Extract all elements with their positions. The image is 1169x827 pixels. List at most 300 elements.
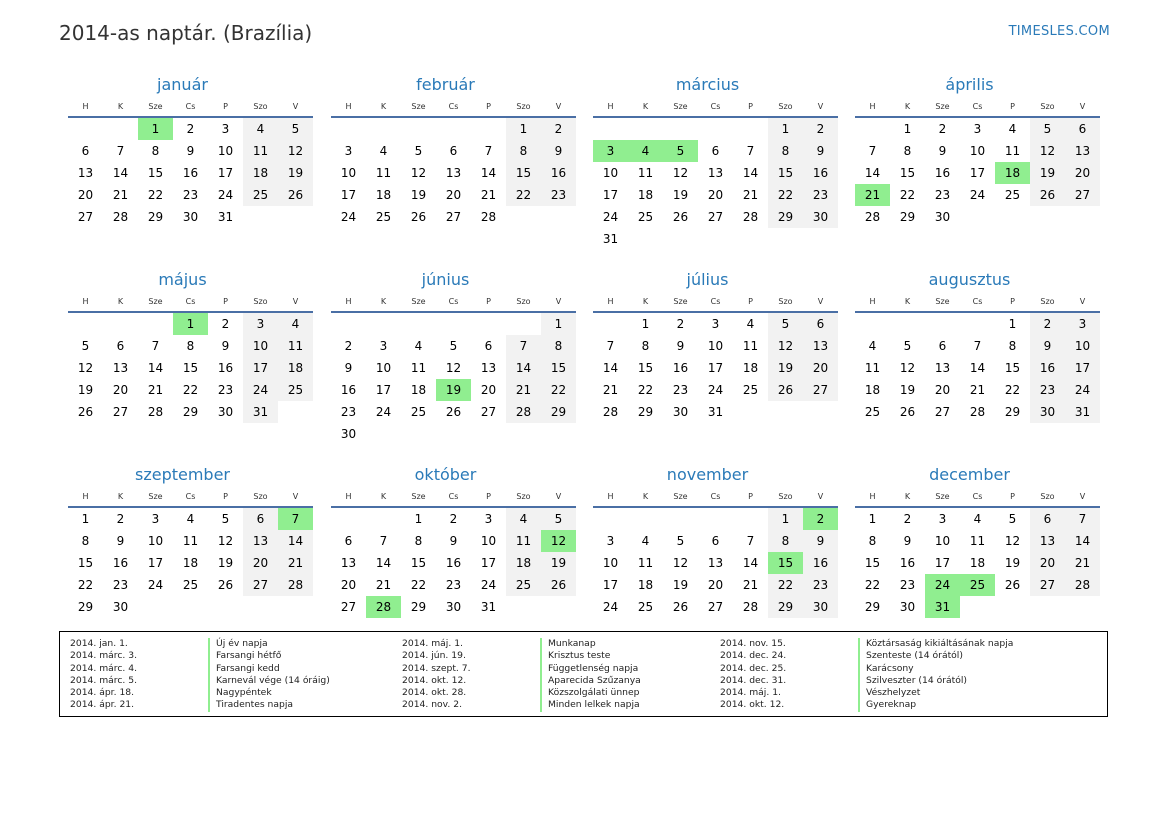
day-cell: 10 [707, 339, 724, 353]
legend-holiday-name: Szenteste (14 órától) [858, 650, 963, 662]
day-cell: 7 [973, 339, 982, 353]
day-cell: 25 [960, 574, 995, 596]
day-cell: 16 [445, 556, 462, 570]
day-cell: 18 [742, 361, 759, 375]
day-cell: 13 [112, 361, 129, 375]
weekday-label: P [748, 491, 753, 501]
day-cell: 20 [1065, 162, 1100, 184]
day-cell: 23 [934, 188, 951, 202]
empty-cell [855, 118, 890, 140]
legend-date: 2014. ápr. 18. [70, 687, 135, 699]
empty-cell [733, 508, 768, 530]
day-cell: 11 [969, 534, 986, 548]
weekday-label: Sze [411, 101, 426, 111]
legend-row [70, 687, 330, 699]
day-cell: 27 [243, 574, 278, 596]
day-cell: 5 [676, 534, 685, 548]
day-cell: 29 [899, 210, 916, 224]
legend-holiday-name: Függetlenség napja [540, 663, 638, 675]
day-cell: 1 [173, 313, 208, 335]
day-cell: 6 [803, 313, 838, 335]
day-cell: 1 [1008, 317, 1017, 331]
day-cell: 5 [221, 512, 230, 526]
day-cell: 1 [868, 512, 877, 526]
weekday-label: Szo [1040, 491, 1055, 501]
day-cell: 1 [641, 317, 650, 331]
empty-cell [436, 118, 471, 140]
day-cell: 9 [803, 140, 838, 162]
weekday-label: P [1010, 296, 1015, 306]
day-cell: 18 [995, 162, 1030, 184]
weekday-label: Sze [673, 491, 688, 501]
day-cell: 3 [1065, 313, 1100, 335]
weekday-label: Szo [253, 296, 268, 306]
legend-date: 2014. okt. 28. [402, 687, 467, 699]
day-cell: 13 [934, 361, 951, 375]
weekday-label: Szo [516, 296, 531, 306]
day-cell: 27 [1065, 184, 1100, 206]
legend-row [70, 699, 330, 711]
day-cell: 2 [938, 122, 947, 136]
weekday-label: K [117, 296, 124, 306]
empty-cell [890, 313, 925, 335]
weekday-header [855, 486, 1100, 508]
day-cell: 4 [973, 512, 982, 526]
weekday-label: Szo [1040, 296, 1055, 306]
month-name: október [414, 465, 477, 484]
day-grid [593, 508, 838, 618]
legend-holiday-name: Karnevál vége (14 óráig) [208, 675, 330, 687]
day-cell: 27 [707, 210, 724, 224]
day-cell: 20 [934, 383, 951, 397]
day-cell: 19 [217, 556, 234, 570]
weekday-label: V [292, 491, 299, 501]
weekday-label: H [345, 491, 352, 501]
weekday-label: K [904, 101, 911, 111]
day-cell: 13 [243, 530, 278, 552]
day-cell: 5 [81, 339, 90, 353]
day-cell: 26 [768, 379, 803, 401]
weekday-header [331, 96, 576, 118]
day-cell: 9 [116, 534, 125, 548]
day-cell: 18 [969, 556, 986, 570]
day-cell: 11 [1004, 144, 1021, 158]
day-cell: 12 [217, 534, 234, 548]
month-2 [331, 74, 576, 228]
day-grid [331, 313, 576, 445]
weekday-label: H [82, 101, 89, 111]
month-name: december [929, 465, 1010, 484]
day-cell: 19 [77, 383, 94, 397]
day-cell: 11 [637, 166, 654, 180]
day-cell: 15 [506, 162, 541, 184]
day-cell: 30 [934, 210, 951, 224]
weekday-label: Szo [253, 101, 268, 111]
day-cell: 7 [151, 339, 160, 353]
weekday-header [593, 96, 838, 118]
day-cell: 5 [768, 313, 803, 335]
weekday-label: Sze [148, 101, 163, 111]
legend-row [720, 699, 1013, 711]
weekday-header [855, 96, 1100, 118]
day-cell: 6 [711, 534, 720, 548]
day-cell: 27 [707, 600, 724, 614]
weekday-label: P [748, 101, 753, 111]
weekday-label: P [486, 296, 491, 306]
day-cell: 28 [742, 210, 759, 224]
legend-date: 2014. szept. 7. [402, 662, 471, 674]
weekday-label: Szo [778, 296, 793, 306]
day-cell: 26 [1004, 578, 1021, 592]
legend-date: 2014. márc. 5. [70, 674, 138, 686]
weekday-label: H [607, 296, 614, 306]
day-cell: 12 [768, 335, 803, 357]
weekday-label: Cs [185, 491, 196, 501]
day-cell: 12 [1004, 534, 1021, 548]
day-cell: 10 [969, 144, 986, 158]
day-cell: 13 [707, 556, 724, 570]
weekday-label: V [817, 101, 824, 111]
weekday-label: Cs [710, 491, 721, 501]
day-cell: 27 [480, 405, 497, 419]
weekday-label: Cs [972, 491, 983, 501]
empty-cell [663, 118, 698, 140]
weekday-label: Szo [516, 101, 531, 111]
day-cell: 29 [864, 600, 881, 614]
day-cell: 24 [375, 405, 392, 419]
day-cell: 6 [938, 339, 947, 353]
legend-holiday-name: Karácsony [858, 663, 914, 675]
weekday-label: V [292, 296, 299, 306]
weekday-label: V [817, 491, 824, 501]
weekday-header [331, 291, 576, 313]
day-cell: 23 [112, 578, 129, 592]
day-cell: 4 [868, 339, 877, 353]
month-name: szeptember [134, 465, 230, 484]
day-cell: 5 [449, 339, 458, 353]
day-cell: 17 [602, 578, 619, 592]
day-cell: 2 [221, 317, 230, 331]
day-cell: 15 [182, 361, 199, 375]
weekday-label: Cs [710, 101, 721, 111]
day-cell: 5 [1008, 512, 1017, 526]
day-cell: 15 [1004, 361, 1021, 375]
day-cell: 9 [676, 339, 685, 353]
day-cell: 17 [969, 166, 986, 180]
day-grid [331, 508, 576, 618]
legend-holiday-name: Közszolgálati ünnep [540, 687, 639, 699]
day-cell: 9 [903, 534, 912, 548]
day-cell: 24 [969, 188, 986, 202]
day-cell: 29 [182, 405, 199, 419]
day-cell: 25 [1004, 188, 1021, 202]
day-cell: 7 [1065, 508, 1100, 530]
weekday-label: H [345, 101, 352, 111]
weekday-label: V [555, 491, 562, 501]
day-cell: 17 [1065, 357, 1100, 379]
day-cell: 1 [768, 118, 803, 140]
day-cell: 21 [147, 383, 164, 397]
legend-holiday-name: Új év napja [208, 638, 268, 650]
legend-holiday-name: Szilveszter (14 órától) [858, 675, 967, 687]
weekday-label: Sze [673, 101, 688, 111]
legend-holiday-name: Vészhelyzet [858, 687, 920, 699]
weekday-label: Szo [778, 491, 793, 501]
legend-row [402, 699, 641, 711]
weekday-label: Cs [185, 296, 196, 306]
day-cell: 18 [410, 383, 427, 397]
weekday-label: Sze [411, 491, 426, 501]
day-cell: 26 [541, 574, 576, 596]
day-cell: 23 [672, 383, 689, 397]
weekday-label: Cs [710, 296, 721, 306]
legend-row [720, 638, 1013, 650]
day-cell: 20 [340, 578, 357, 592]
weekday-label: H [607, 491, 614, 501]
weekday-label: Sze [411, 296, 426, 306]
day-cell: 11 [506, 530, 541, 552]
day-cell: 14 [506, 357, 541, 379]
day-cell: 18 [182, 556, 199, 570]
day-cell: 26 [672, 210, 689, 224]
day-cell: 3 [606, 534, 615, 548]
weekday-label: K [117, 101, 124, 111]
legend-column [70, 638, 330, 712]
weekday-label: K [642, 101, 649, 111]
day-cell: 12 [672, 166, 689, 180]
weekday-label: V [1079, 491, 1086, 501]
empty-cell [663, 508, 698, 530]
weekday-label: V [292, 101, 299, 111]
day-cell: 24 [243, 379, 278, 401]
day-cell: 24 [707, 383, 724, 397]
weekday-label: H [345, 296, 352, 306]
day-cell: 1 [768, 508, 803, 530]
day-cell: 18 [506, 552, 541, 574]
brand-link[interactable]: TIMESLES.COM [1008, 24, 1110, 39]
legend-date: 2014. márc. 3. [70, 650, 138, 662]
day-cell: 11 [375, 166, 392, 180]
legend-date: 2014. dec. 25. [720, 662, 787, 674]
empty-cell [401, 313, 436, 335]
day-cell: 16 [672, 361, 689, 375]
day-cell: 2 [116, 512, 125, 526]
day-cell: 30 [803, 596, 838, 618]
empty-cell [103, 118, 138, 140]
day-cell: 16 [182, 166, 199, 180]
day-cell: 5 [663, 140, 698, 162]
weekday-label: P [223, 101, 228, 111]
weekday-label: V [555, 101, 562, 111]
day-cell: 6 [81, 144, 90, 158]
day-cell: 24 [1065, 379, 1100, 401]
day-cell: 7 [116, 144, 125, 158]
day-cell: 3 [938, 512, 947, 526]
day-cell: 24 [602, 600, 619, 614]
day-cell: 5 [278, 118, 313, 140]
day-cell: 20 [707, 188, 724, 202]
day-cell: 19 [1030, 162, 1065, 184]
empty-cell [628, 508, 663, 530]
month-name: június [421, 270, 470, 289]
weekday-label: P [486, 101, 491, 111]
empty-cell [331, 118, 366, 140]
day-cell: 29 [768, 596, 803, 618]
day-cell: 6 [1065, 118, 1100, 140]
day-cell: 30 [340, 427, 357, 441]
day-cell: 28 [147, 405, 164, 419]
day-cell: 8 [868, 534, 877, 548]
day-cell: 8 [414, 534, 423, 548]
day-cell: 11 [742, 339, 759, 353]
day-cell: 29 [768, 206, 803, 228]
day-cell: 15 [768, 162, 803, 184]
day-cell: 1 [81, 512, 90, 526]
weekday-label: V [1079, 101, 1086, 111]
day-cell: 17 [217, 166, 234, 180]
day-cell: 1 [903, 122, 912, 136]
day-cell: 10 [147, 534, 164, 548]
legend-date: 2014. márc. 4. [70, 662, 138, 674]
empty-cell [68, 118, 103, 140]
day-cell: 1 [414, 512, 423, 526]
weekday-label: H [869, 491, 876, 501]
empty-cell [366, 508, 401, 530]
weekday-label: Sze [935, 491, 950, 501]
day-cell: 31 [707, 405, 724, 419]
weekday-label: K [904, 296, 911, 306]
empty-cell [138, 313, 173, 335]
weekday-label: K [380, 101, 387, 111]
day-cell: 10 [602, 556, 619, 570]
legend-holiday-name: Farsangi hétfő [208, 650, 281, 662]
weekday-label: P [223, 296, 228, 306]
empty-cell [331, 313, 366, 335]
day-cell: 23 [217, 383, 234, 397]
month-8 [855, 269, 1100, 423]
day-cell: 24 [340, 210, 357, 224]
empty-cell [471, 118, 506, 140]
legend-date: 2014. jan. 1. [70, 638, 128, 649]
day-cell: 2 [344, 339, 353, 353]
legend-date: 2014. máj. 1. [720, 687, 781, 699]
legend-column [720, 638, 1013, 712]
day-cell: 23 [340, 405, 357, 419]
legend-row [70, 663, 330, 675]
day-cell: 22 [147, 188, 164, 202]
day-cell: 7 [506, 335, 541, 357]
day-cell: 19 [541, 552, 576, 574]
legend-row [402, 638, 641, 650]
day-cell: 16 [934, 166, 951, 180]
legend-row [402, 675, 641, 687]
day-grid [68, 313, 313, 423]
day-cell: 9 [449, 534, 458, 548]
day-cell: 21 [480, 188, 497, 202]
day-cell: 21 [375, 578, 392, 592]
day-cell: 31 [602, 232, 619, 246]
legend-date: 2014. dec. 31. [720, 674, 787, 686]
day-cell: 13 [1065, 140, 1100, 162]
weekday-header [593, 486, 838, 508]
legend-row [720, 650, 1013, 662]
day-cell: 11 [864, 361, 881, 375]
day-cell: 15 [77, 556, 94, 570]
day-cell: 17 [934, 556, 951, 570]
day-cell: 7 [868, 144, 877, 158]
day-cell: 3 [344, 144, 353, 158]
day-cell: 8 [506, 140, 541, 162]
empty-cell [436, 313, 471, 335]
month-6 [331, 269, 576, 445]
day-cell: 22 [637, 383, 654, 397]
legend-row [720, 663, 1013, 675]
day-cell: 16 [899, 556, 916, 570]
day-cell: 25 [182, 578, 199, 592]
day-cell: 28 [1065, 574, 1100, 596]
day-cell: 22 [410, 578, 427, 592]
day-cell: 23 [445, 578, 462, 592]
day-cell: 6 [243, 508, 278, 530]
day-cell: 21 [506, 379, 541, 401]
day-cell: 7 [746, 144, 755, 158]
day-cell: 25 [506, 574, 541, 596]
empty-cell [331, 508, 366, 530]
day-cell: 4 [628, 140, 663, 162]
month-5 [68, 269, 313, 423]
weekday-header [331, 486, 576, 508]
day-cell: 22 [506, 184, 541, 206]
day-cell: 3 [973, 122, 982, 136]
day-cell: 7 [278, 508, 313, 530]
day-cell: 2 [186, 122, 195, 136]
day-cell: 15 [899, 166, 916, 180]
day-cell: 12 [445, 361, 462, 375]
weekday-label: V [1079, 296, 1086, 306]
weekday-label: H [607, 101, 614, 111]
day-cell: 17 [340, 188, 357, 202]
day-cell: 10 [340, 166, 357, 180]
day-cell: 26 [445, 405, 462, 419]
day-cell: 12 [672, 556, 689, 570]
day-cell: 2 [803, 508, 838, 530]
page-title: 2014-as naptár. (Brazília) [59, 21, 313, 45]
day-cell: 26 [217, 578, 234, 592]
day-grid [855, 508, 1100, 618]
day-cell: 20 [480, 383, 497, 397]
day-cell: 9 [541, 140, 576, 162]
day-cell: 9 [803, 530, 838, 552]
empty-cell [593, 508, 628, 530]
day-cell: 22 [541, 379, 576, 401]
day-cell: 17 [707, 361, 724, 375]
day-cell: 13 [480, 361, 497, 375]
day-cell: 8 [641, 339, 650, 353]
day-cell: 7 [746, 534, 755, 548]
month-name: július [686, 270, 729, 289]
legend-holiday-name: Gyereknap [858, 699, 916, 711]
day-cell: 6 [344, 534, 353, 548]
day-cell: 28 [506, 401, 541, 423]
day-cell: 28 [602, 405, 619, 419]
day-cell: 3 [221, 122, 230, 136]
day-cell: 6 [116, 339, 125, 353]
month-name: március [675, 75, 740, 94]
day-cell: 8 [81, 534, 90, 548]
day-cell: 7 [484, 144, 493, 158]
legend-date: 2014. okt. 12. [402, 674, 467, 686]
day-cell: 13 [1030, 530, 1065, 552]
